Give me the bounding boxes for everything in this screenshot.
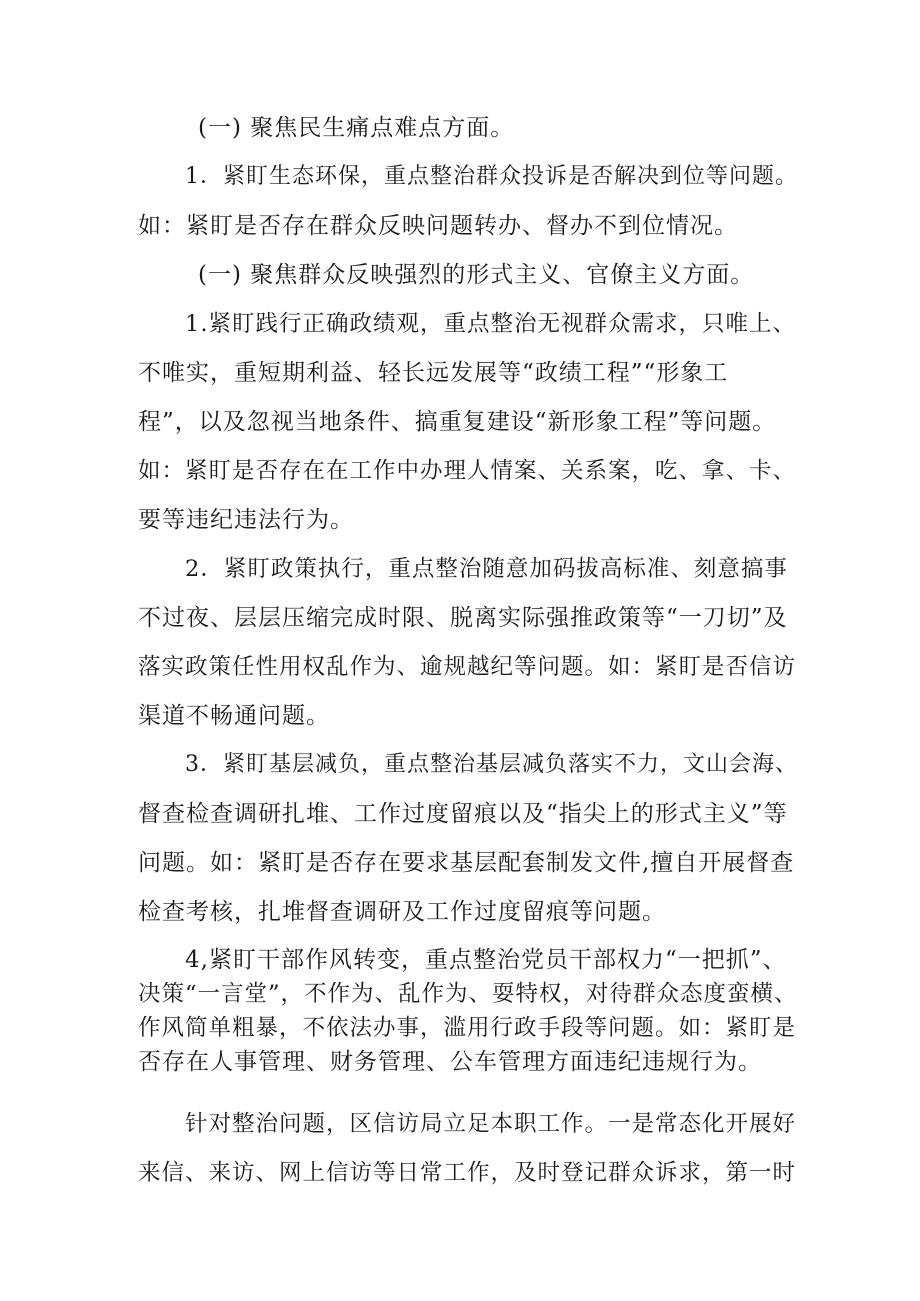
item-1-politics-line-1: 1.紧盯践行正确政绩观，重点整治无视群众需求，只唯上、 (185, 311, 796, 337)
item-4-style-line-4: 否存在人事管理、财务管理、公车管理方面违纪违规行为。 (138, 1049, 762, 1075)
item-1-eco-line-1: 1．紧盯生态环保，重点整治群众投诉是否解决到位等问题。 (185, 164, 798, 189)
item-2-policy-line-3: 落实政策任性用权乱作为、逾规越纪等问题。如：紧盯是否信访 (138, 654, 797, 680)
item-3-burden-line-4: 检查考核，扎堆督查调研及工作过度留痕等问题。 (138, 899, 666, 925)
item-2-policy-line-4: 渠道不畅通问题。 (138, 703, 330, 729)
conclusion-line-1: 针对整治问题，区信访局立足本职工作。一是常态化开展好 (185, 1111, 797, 1137)
item-1-eco-line-2: 如：紧盯是否存在群众反映问题转办、督办不到位情况。 (138, 213, 738, 239)
item-1-politics-line-3: 程”，以及忽视当地条件、搞重复建设“新形象工程”等问题。 (138, 409, 777, 435)
item-4-style-line-2: 决策“一言堂”，不作为、乱作为、耍特权，对待群众态度蛮横、 (138, 981, 798, 1007)
item-4-style-line-1: 4,紧盯干部作风转变，重点整治党员干部权力“一把抓”、 (185, 947, 787, 973)
item-4-style-line-3: 作风简单粗暴，不依法办事，滥用行政手段等问题。如：紧盯是 (138, 1015, 797, 1041)
section-heading-formalism: (一) 聚焦群众反映强烈的形式主义、官僚主义方面。 (198, 262, 755, 288)
item-2-policy-line-2: 不过夜、层层压缩完成时限、脱离实际强推政策等“一刀切”及 (138, 605, 788, 631)
item-1-politics-line-5: 要等违纪违法行为。 (138, 507, 354, 533)
item-2-policy-line-1: 2．紧盯政策执行，重点整治随意加码拔高标准、刻意搞事 (185, 556, 788, 582)
item-1-politics-line-4: 如：紧盯是否存在在工作中办理人情案、关系案，吃、拿、卡、 (138, 458, 797, 484)
item-1-politics-line-2: 不唯实，重短期利益、轻长远发展等“政绩工程”“形象工 (138, 360, 729, 386)
conclusion-line-2: 来信、来访、网上信访等日常工作，及时登记群众诉求，第一时 (138, 1160, 797, 1186)
item-3-burden-line-1: 3．紧盯基层减负，重点整治基层减负落实不力，文山会海、 (185, 752, 798, 777)
section-heading-livelihood: (一) 聚焦民生痛点难点方面。 (198, 115, 515, 141)
item-3-burden-line-2: 督查检查调研扎堆、工作过度留痕以及“指尖上的形式主义”等 (138, 801, 788, 827)
item-3-burden-line-3: 问题。如：紧盯是否存在要求基层配套制发文件,擅自开展督查 (138, 850, 795, 876)
